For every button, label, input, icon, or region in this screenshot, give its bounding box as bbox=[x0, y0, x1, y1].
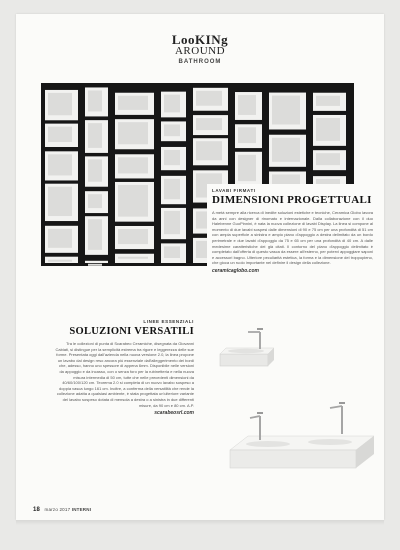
basin-bowl bbox=[48, 93, 72, 115]
basin-bowl bbox=[48, 187, 72, 216]
basin-bowl bbox=[238, 95, 256, 115]
basin-bowl bbox=[164, 95, 180, 113]
basin-bowl bbox=[88, 90, 102, 111]
basin-bowl bbox=[48, 260, 72, 262]
basin-bowl bbox=[164, 150, 180, 165]
basin-bowl bbox=[48, 127, 72, 142]
basin-bowl bbox=[238, 155, 256, 181]
basin-bowl bbox=[88, 219, 102, 250]
basin-bowl bbox=[118, 185, 148, 217]
basin-bowl bbox=[118, 122, 148, 144]
basin-bowl bbox=[118, 157, 148, 173]
double-sink-illustration bbox=[226, 394, 376, 484]
basin-bowl bbox=[164, 179, 180, 199]
basin-bowl bbox=[48, 229, 72, 248]
basin-bowl bbox=[88, 159, 102, 181]
basin-bowl bbox=[196, 118, 222, 130]
page-footer bbox=[33, 507, 91, 513]
basin-bowl bbox=[118, 96, 148, 110]
page-number: 18 bbox=[33, 507, 41, 513]
header-section: BATHROOM bbox=[178, 59, 222, 65]
basin-bowl bbox=[272, 96, 300, 125]
header-around: AROUND bbox=[174, 45, 226, 57]
article-linee-essenziali bbox=[54, 319, 194, 416]
article1-body: A metà sempre alla ricerca di inedite soluzioni estetiche e tecniche, Ceramica Globo lavora da anni con designer di rinomato e internazionale. Dalla collaborazione con il duo Halebenne GuoPinnini, è nata la nuova collezione di lavabi Display. La linea si compone al momento di due lavabi sospesi dalle dimensioni di 90 e 75 cm per una profondità di 51 cm con ampia superficie a sinistra e ampio piano d'appoggio a destra delimitato da un bordo perimetrale e due lavabi d'appoggio da 75 e 65 cm per una profondità di 40 cm. A dalle medesime caratteristiche dei già citati. Il contorno del piano d'appoggio delimitato è completato dall'offerta di questo vasca da essere all'esterno, per potervi appoggiare saponi e accessori bagno. Ulteriore peculiarità estetica, la forma e la dimensione del troppopieno, che gioca un ruolo importante nel definire il design della collezione. bbox=[212, 210, 373, 266]
basin-bowl bbox=[88, 194, 102, 208]
magazine-page bbox=[16, 14, 384, 520]
basin-bowl bbox=[88, 123, 102, 148]
basin-bowl bbox=[316, 153, 340, 165]
basin-bowl bbox=[164, 246, 180, 258]
single-sink-illustration bbox=[210, 318, 282, 373]
article2-website: scarabeosrl.com bbox=[154, 410, 194, 417]
header-looking: LooKINg bbox=[171, 32, 229, 47]
basin-bowl bbox=[164, 211, 180, 234]
basin-bowl bbox=[316, 96, 340, 106]
basin-bowl bbox=[164, 124, 180, 136]
basin-bowl bbox=[238, 127, 256, 143]
article2-kicker: LINEE ESSENZIALI bbox=[143, 319, 194, 324]
page-shadow bbox=[16, 520, 384, 525]
magazine-name: INTERNI bbox=[71, 507, 92, 512]
basin-bowl bbox=[316, 118, 340, 141]
article2-body: Tra le collezioni di punta di Scarabeo Ceramiche, disegnata da Giovanni Cabiati, si distingue per la semplicità estrema tra rigore e leggerezza delle sue forme. Presentata oggi dall'azienda nella nuova versione 2.0, la linea propone un lavabo dal design reso ancora più essenziale dall'alleggerimento dei bordi che, adesso, hanno uno spessore di appena 6mm. Disponibile nelle versioni da appoggio e da incasso, con o senza foro per la rubinetteria e nella nuova misura intermedia di 50 cm, tutte che nelle precedenti dimensioni da 40/60/100/120 cm. Teorema 2.0 si completa di un nuovo lavabo sospeso a doppia vasca lungo 161 cm. Inoltre, a conferma della versatilità che rende la collezione adatta a qualsiasi ambiente, è stata progettata un'ulteriore variante del lavabo sospeso dotata di mensola a destra o a sinistra in due differenti misure, da 90 cm e 80 cm. A.P. bbox=[55, 341, 194, 408]
issue-date: marzo 2017 bbox=[44, 507, 71, 512]
basin-bowl bbox=[48, 154, 72, 175]
basin-bowl bbox=[88, 264, 102, 266]
basin-bowl bbox=[272, 138, 300, 162]
article1-website: ceramicaglobo.com bbox=[212, 267, 259, 274]
article1-title: DIMENSIONI PROGETTUALI bbox=[212, 194, 372, 206]
basin-tile bbox=[85, 261, 108, 263]
section-header bbox=[16, 34, 384, 65]
article2-title: SOLUZIONI VERSATILI bbox=[69, 326, 194, 337]
basin-bowl bbox=[196, 91, 222, 106]
basin-bowl bbox=[118, 257, 148, 259]
basin-bowl bbox=[118, 229, 148, 244]
basin-bowl bbox=[196, 141, 222, 160]
article1-kicker: LAVABI FIRMATI bbox=[212, 188, 256, 193]
